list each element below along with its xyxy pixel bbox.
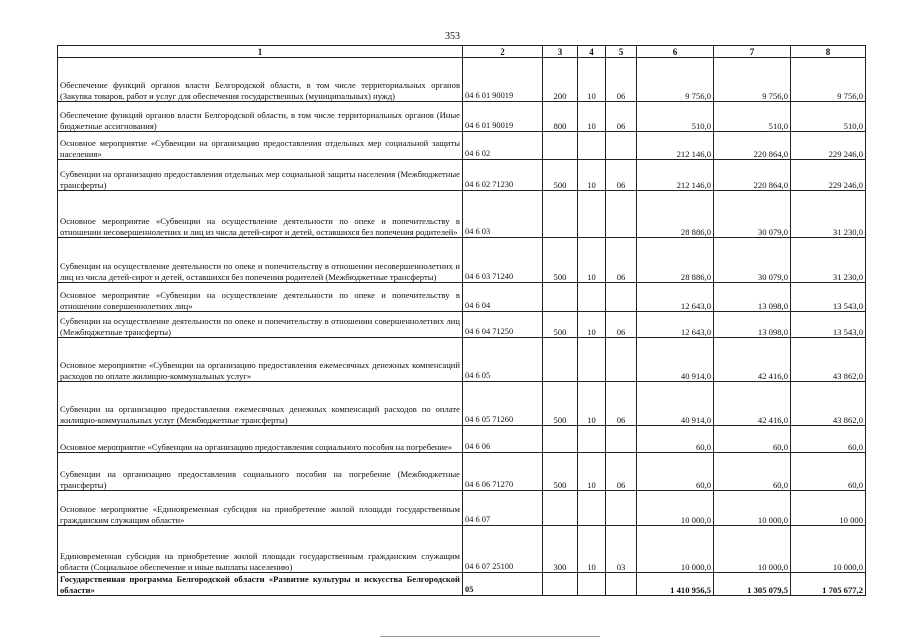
table-cell-c4	[578, 573, 606, 596]
table-cell-c3	[543, 491, 578, 526]
table-cell-c5: 06	[606, 382, 637, 426]
table-cell-v7: 13 098,0	[714, 312, 791, 338]
table-cell-c5	[606, 283, 637, 312]
table-cell-c4: 10	[578, 102, 606, 132]
table-cell-c3	[543, 426, 578, 453]
table-cell-desc: Обеспечение функций органов власти Белгородской области, в том числе территориальных органов (Иные бюджетные ассигнования)	[58, 102, 463, 132]
table-cell-c4	[578, 191, 606, 238]
table-row	[58, 426, 866, 453]
table-cell-v6: 1 410 956,5	[637, 573, 714, 596]
table-cell-c5	[606, 573, 637, 596]
table-cell-c5: 06	[606, 238, 637, 283]
table-cell-desc: Субвенции на организацию предоставления отдельных мер социальной защиты населения (Межбюджетные трансферты)	[58, 160, 463, 191]
table-cell-v6: 12 643,0	[637, 312, 714, 338]
table-cell-desc: Субвенции на организацию предоставления социального пособия на погребение (Межбюджетные трансферты)	[58, 453, 463, 491]
column-header: 5	[606, 46, 637, 58]
table-row	[58, 58, 866, 102]
table-cell-c4: 10	[578, 453, 606, 491]
table-cell-c4	[578, 426, 606, 453]
table-cell-v6: 28 886,0	[637, 191, 714, 238]
table-cell-v6: 10 000,0	[637, 491, 714, 526]
table-cell-v8: 9 756,0	[791, 58, 866, 102]
table-cell-code: 04 6 04 71250	[463, 312, 543, 338]
table-cell-v7: 220 864,0	[714, 160, 791, 191]
table-cell-desc: Основное мероприятие «Субвенции на организацию предоставления ежемесячных денежных компенсаций расходов по оплате жилищно-коммунальных услуг»	[58, 338, 463, 382]
table-cell-c3: 500	[543, 238, 578, 283]
table-cell-desc: Государственная программа Белгородской области «Развитие культуры и искусства Белгородской области»	[58, 573, 463, 596]
table-cell-code: 04 6 03 71240	[463, 238, 543, 283]
table-cell-c4	[578, 491, 606, 526]
table-cell-v7: 30 079,0	[714, 238, 791, 283]
table-row	[58, 453, 866, 491]
table-cell-v8: 31 230,0	[791, 238, 866, 283]
table-cell-v7: 13 098,0	[714, 283, 791, 312]
table-cell-code: 04 6 05	[463, 338, 543, 382]
table-cell-c4	[578, 283, 606, 312]
table-cell-c3	[543, 283, 578, 312]
table-cell-v7: 1 305 079,5	[714, 573, 791, 596]
table-cell-c5: 06	[606, 453, 637, 491]
table-cell-desc: Основное мероприятие «Единовременная субсидия на приобретение жилой площади государственным гражданским служащим области»	[58, 491, 463, 526]
table-cell-c3: 300	[543, 526, 578, 573]
column-header: 2	[463, 46, 543, 58]
table-cell-c5	[606, 132, 637, 160]
table-row	[58, 191, 866, 238]
table-cell-v8: 10 000	[791, 491, 866, 526]
table-cell-v6: 12 643,0	[637, 283, 714, 312]
table-cell-v8: 229 246,0	[791, 160, 866, 191]
table-cell-v6: 60,0	[637, 426, 714, 453]
table-cell-c3: 800	[543, 102, 578, 132]
table-row	[58, 573, 866, 596]
table-cell-v8: 13 543,0	[791, 283, 866, 312]
table-cell-c3: 200	[543, 58, 578, 102]
table-cell-v7: 60,0	[714, 426, 791, 453]
column-header: 8	[791, 46, 866, 58]
table-cell-c5: 06	[606, 312, 637, 338]
table-row	[58, 102, 866, 132]
table-cell-desc: Единовременная субсидия на приобретение жилой площади государственным гражданским служащим области (Социальное обеспечение и иные выплаты населению)	[58, 526, 463, 573]
table-cell-c4: 10	[578, 312, 606, 338]
table-cell-c4	[578, 132, 606, 160]
table-cell-c5: 06	[606, 160, 637, 191]
table-header-row	[58, 46, 866, 58]
table-cell-v7: 10 000,0	[714, 526, 791, 573]
table-cell-v8: 31 230,0	[791, 191, 866, 238]
table-cell-code: 04 6 07 25100	[463, 526, 543, 573]
column-header: 6	[637, 46, 714, 58]
table-cell-c3: 500	[543, 160, 578, 191]
table-row	[58, 160, 866, 191]
table-cell-code: 04 6 05 71260	[463, 382, 543, 426]
table-cell-desc: Основное мероприятие «Субвенции на организацию предоставления отдельных мер социальной защиты населения»	[58, 132, 463, 160]
table-cell-v8: 10 000,0	[791, 526, 866, 573]
table-cell-desc: Субвенции на осуществление деятельности по опеке и попечительству в отношении совершеннолетних лиц (Межбюджетные трансферты)	[58, 312, 463, 338]
table-cell-c3: 500	[543, 382, 578, 426]
column-header: 1	[58, 46, 463, 58]
table-cell-v7: 30 079,0	[714, 191, 791, 238]
page-number: 353	[445, 31, 460, 42]
table-row	[58, 283, 866, 312]
table-cell-v7: 9 756,0	[714, 58, 791, 102]
table-cell-c3: 500	[543, 453, 578, 491]
table-cell-c3	[543, 191, 578, 238]
table-cell-c5: 06	[606, 58, 637, 102]
table-cell-v7: 42 416,0	[714, 338, 791, 382]
column-header: 3	[543, 46, 578, 58]
table-cell-c3	[543, 132, 578, 160]
table-cell-c3	[543, 338, 578, 382]
table-cell-v8: 60,0	[791, 426, 866, 453]
table-cell-desc: Основное мероприятие «Субвенции на осуществление деятельности по опеке и попечительству в отношении совершеннолетних лиц»	[58, 283, 463, 312]
table-cell-v7: 220 864,0	[714, 132, 791, 160]
column-header: 4	[578, 46, 606, 58]
table-cell-c5	[606, 191, 637, 238]
table-cell-v7: 60,0	[714, 453, 791, 491]
table-cell-desc: Субвенции на организацию предоставления ежемесячных денежных компенсаций расходов по оплате жилищно-коммунальных услуг (Межбюджетные трансферты)	[58, 382, 463, 426]
table-row	[58, 382, 866, 426]
table-cell-v6: 10 000,0	[637, 526, 714, 573]
table-cell-v8: 60,0	[791, 453, 866, 491]
table-row	[58, 338, 866, 382]
table-cell-v8: 43 862,0	[791, 382, 866, 426]
table-cell-c4: 10	[578, 382, 606, 426]
table-cell-c4: 10	[578, 58, 606, 102]
table-cell-code: 04 6 02 71230	[463, 160, 543, 191]
table-row	[58, 491, 866, 526]
table-row	[58, 312, 866, 338]
table-cell-c3: 500	[543, 312, 578, 338]
table-cell-v6: 212 146,0	[637, 160, 714, 191]
table-cell-v8: 43 862,0	[791, 338, 866, 382]
table-cell-v6: 40 914,0	[637, 338, 714, 382]
table-cell-c5	[606, 338, 637, 382]
table-cell-c3	[543, 573, 578, 596]
table-cell-v6: 40 914,0	[637, 382, 714, 426]
table-cell-c4	[578, 338, 606, 382]
table-cell-desc: Обеспечение функций органов власти Белгородской области, в том числе территориальных органов (Закупка товаров, работ и услуг для обеспечения государственных (муниципальных) нужд)	[58, 58, 463, 102]
table-cell-code: 04 6 06	[463, 426, 543, 453]
scan-artifact-line	[380, 636, 600, 637]
table-cell-v6: 9 756,0	[637, 58, 714, 102]
table-cell-c5: 03	[606, 526, 637, 573]
table-cell-v6: 60,0	[637, 453, 714, 491]
table-cell-v6: 212 146,0	[637, 132, 714, 160]
table-row	[58, 526, 866, 573]
table-cell-code: 05	[463, 573, 543, 596]
table-cell-desc: Субвенции на осуществление деятельности по опеке и попечительству в отношении несовершеннолетних и лиц из числа детей-сирот и детей, оставшихся без попечения родителей (Межбюджетные трансферты)	[58, 238, 463, 283]
table-cell-code: 04 6 01 90019	[463, 102, 543, 132]
table-row	[58, 132, 866, 160]
table-cell-c4: 10	[578, 238, 606, 283]
table-cell-c5	[606, 426, 637, 453]
table-cell-v8: 1 705 677,2	[791, 573, 866, 596]
table-cell-v7: 42 416,0	[714, 382, 791, 426]
table-row	[58, 238, 866, 283]
table-cell-code: 04 6 06 71270	[463, 453, 543, 491]
table-cell-v8: 13 543,0	[791, 312, 866, 338]
table-cell-code: 04 6 01 90019	[463, 58, 543, 102]
table-cell-desc: Основное мероприятие «Субвенции на организацию предоставления социального пособия на погребение»	[58, 426, 463, 453]
table-cell-code: 04 6 07	[463, 491, 543, 526]
table-cell-c5: 06	[606, 102, 637, 132]
table-cell-v8: 510,0	[791, 102, 866, 132]
table-cell-code: 04 6 03	[463, 191, 543, 238]
table-cell-code: 04 6 02	[463, 132, 543, 160]
table-cell-v7: 510,0	[714, 102, 791, 132]
table-cell-code: 04 6 04	[463, 283, 543, 312]
table-cell-c5	[606, 491, 637, 526]
budget-table	[57, 45, 866, 596]
table-cell-v6: 510,0	[637, 102, 714, 132]
table-cell-v6: 28 886,0	[637, 238, 714, 283]
table-cell-v8: 229 246,0	[791, 132, 866, 160]
table-cell-c4: 10	[578, 526, 606, 573]
table-cell-desc: Основное мероприятие «Субвенции на осуществление деятельности по опеке и попечительству в отношении несовершеннолетних и лиц из числа детей-сирот и детей, оставшихся без попечения родителей»	[58, 191, 463, 238]
column-header: 7	[714, 46, 791, 58]
table-cell-v7: 10 000,0	[714, 491, 791, 526]
table-cell-c4: 10	[578, 160, 606, 191]
